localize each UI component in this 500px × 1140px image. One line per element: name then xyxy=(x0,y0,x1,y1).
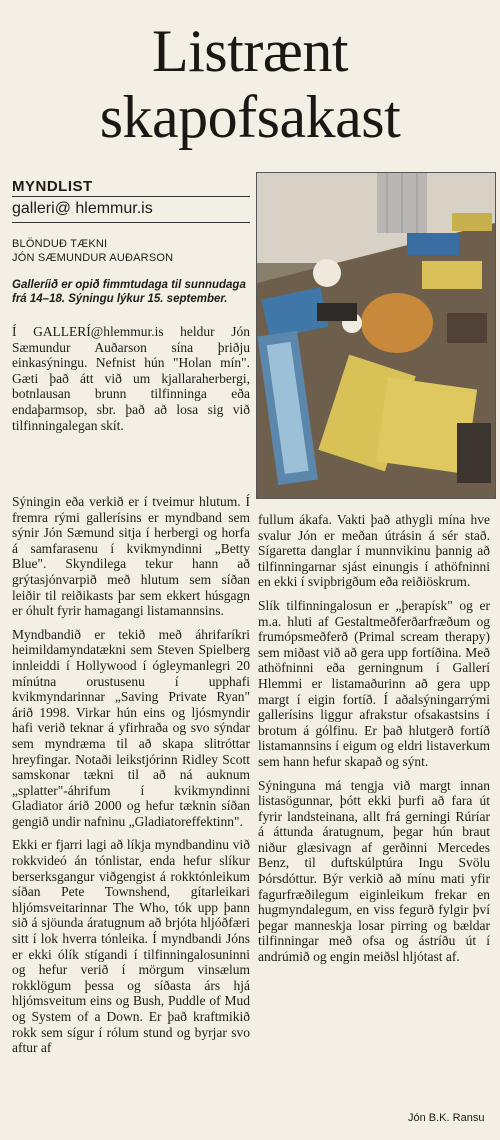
paragraph: Sýningin eða verkið er í tveimur hlutum. Í fremra rými gallerísins er myndband sem sýnir Jón Sæmund sitja í herbergi og horfa á samfarasenu í kvikmyndinni „Betty Blue". Skyndilega tekur hann að grýtasjónvarpið með hlutum sem síðan leiðir til reiðikasts þar sem ekkert húsgagn er óhult fyrir hamagangi listamannsins. xyxy=(12,494,250,619)
headline-line-2: skapofsakast xyxy=(99,84,401,150)
gallery-name: galleri@ hlemmur.is xyxy=(12,200,153,217)
artist-label: JÓN SÆMUNDUR AUÐARSON xyxy=(12,252,174,264)
paragraph: Slík tilfinningalosun er „þerapísk" og er m.a. hluti af Gestaltmeðferðarfræðum og frumópsmeðferð (Primal scream therapy) sem miðast við að gera upp fortíðina. Með athöfninni eða gerningnum í Gallerí Hlemmi er listamaðurinn að gera upp margt í eigin fortíð. Í aðalsýningarrými gallerísins liggur afrakstur ofsakastsins í brotum á gólfinu. Er það hlutgerð fortíð listamannsins í eigum og eldri listaverkum sem hann hefur skapað og sýnt. xyxy=(258,597,490,769)
paragraph: Í GALLERÍ@hlemmur.is heldur Jón Sæmundur Auðarson sína þriðju einkasýningu. Nefnist hún "Holan mín". Gæti það átt við um kjallaraherbergi, botnlausan brunn tilfinninga eða endaþarmsop, sbr. það að losa sig við tilfinningalegan skít. xyxy=(12,324,250,433)
opening-hours: Galleríið er opið fimmtudaga til sunnudaga frá 14–18. Sýningu lýkur 15. september. xyxy=(12,279,246,305)
column-2 xyxy=(258,512,490,973)
medium-label: BLÖNDUÐ TÆKNI xyxy=(12,238,108,250)
paragraph: Myndbandið er tekið með áhrifaríkri heimildamyndatækni sem Steven Spielberg innleiddi í Hollywood í ógleymanlegri 20 mínútna orustusenu í upphafi kvikmyndarinnar „Saving Private Ryan" árið 1998. Virkar hún eins og ljósmyndir hafi verið teknar á yfirhraða og svo sýndar sem myndræma til að skapa slitróttar hreyfingar. Notaði leikstjórinn Ridley Scott samskonar tækni til að ná auknum „splatter"-áhrifum í kvikmyndinni Gladiator árið 2000 og hefur tæknin síðan gengið undir nafninu „Gladiatoreffektinn". xyxy=(12,626,250,829)
paragraph: Sýninguna má tengja við margt innan listasögunnar, þótt ekki þurfi að fara út fyrir landsteinana, allt frá gerningi Rúríar á áttunda áratugnum, þegar hún braut niður glæsivagn af gerðinni Mercedes Benz, til duftskúlptúra Ingu Svölu Þórsdóttur. Býr verkið að mínu mati yfir fagurfræðilegum eiginleikum frekar en hugmyndalegum, en viss fegurð fylgir því þegar manneskja losar pirring og bældar tilfinningar með ofsa og ástríðu út í andrúmið og engin meiðsl hljótast af. xyxy=(258,777,490,965)
column-1 xyxy=(12,494,250,1064)
headline xyxy=(0,18,500,150)
headline-line-1: Listrænt xyxy=(151,18,348,84)
divider xyxy=(12,196,250,197)
paragraph: Ekki er fjarri lagi að líkja myndbandinu við rokkvideó án tónlistar, enda hefur slíkur berserksgangur viðgengist á rokktónleikum síðan Pete Townshend, gítarleikari hljómsveitarinnar The Who, tók upp þann sið á sjöunda áratugnum að brjóta hljóðfæri sitt í lok hverra tónleika. Í myndbandi Jóns er ekki ólík stígandi í tilfinningalosuninni og hefur verið í mörgum vinsælum rokklögum þessa og síðasta árs hjá hljómsveitum eins og Bush, Puddle of Mud og System of a Down. Er það kraftmikið rokk sem sígur í rólum stund og byrjar svo aftur af xyxy=(12,837,250,1056)
divider xyxy=(12,222,250,223)
exhibition-photo xyxy=(256,172,496,499)
author-byline: Jón B.K. Ransu xyxy=(408,1112,485,1124)
section-label: MYNDLIST xyxy=(12,178,93,195)
photo-debris-illustration xyxy=(257,173,495,498)
column-1-intro xyxy=(12,324,250,441)
paragraph: fullum ákafa. Vakti það athygli mína hve svalur Jón er meðan útrásin á sér stað. Sígaretta danglar í munnvikinu þannig að tilfinningarnar sjást einungis í athöfninni en ekki í svipbrigðum eða reiðiöskrum. xyxy=(258,512,490,590)
